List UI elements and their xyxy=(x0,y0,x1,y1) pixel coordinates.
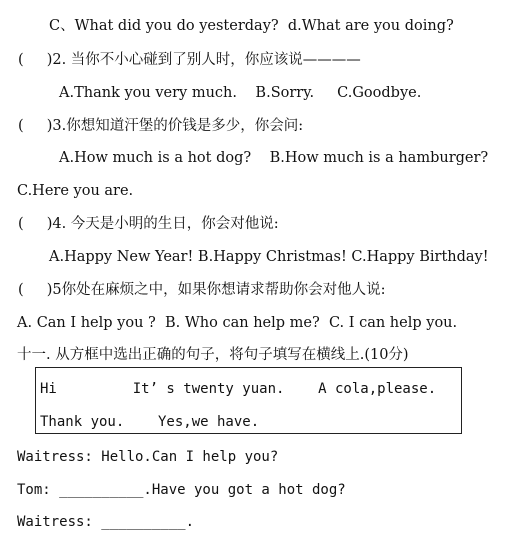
question-3: ( )3.你想知道汗堡的价钱是多少，你会问: xyxy=(18,118,304,134)
dialogue-waitress-1: Waitress: Hello.Can I help you? xyxy=(17,449,279,465)
line-1: C、What did you do yesterday? d.What are you doing? xyxy=(49,18,454,34)
question-2-options: A.Thank you very much. B.Sorry. C.Goodbye. xyxy=(59,85,422,101)
question-3-options-ab: A.How much is a hot dog? B.How much is a hamburger? xyxy=(59,150,489,166)
dialogue-tom: Tom: __________.Have you got a hot dog? xyxy=(17,482,346,498)
sentence-box-row-2: Thank you. Yes,we have. xyxy=(40,414,260,430)
question-5-options: A. Can I help you ? B. Who can help me? C. I can help you. xyxy=(17,315,458,331)
dialogue-waitress-2: Waitress: __________. xyxy=(17,514,195,530)
sentence-box-row-1: Hi It’ s twenty yuan. A cola,please. xyxy=(40,381,437,397)
question-4: ( )4. 今天是小明的生日，你会对他说: xyxy=(18,216,279,232)
question-2: ( )2. 当你不小心碰到了别人时，你应该说———— xyxy=(18,52,361,68)
question-3-option-c: C.Here you are. xyxy=(17,183,134,199)
question-4-options: A.Happy New Year! B.Happy Christmas! C.Happy Birthday! xyxy=(49,249,489,265)
sentence-box xyxy=(35,367,462,434)
question-5: ( )5你处在麻烦之中，如果你想请求帮助你会对他人说: xyxy=(18,282,386,298)
section-11-heading: 十一. 从方框中选出正确的句子，将句子填写在横线上.(10分) xyxy=(17,347,409,363)
